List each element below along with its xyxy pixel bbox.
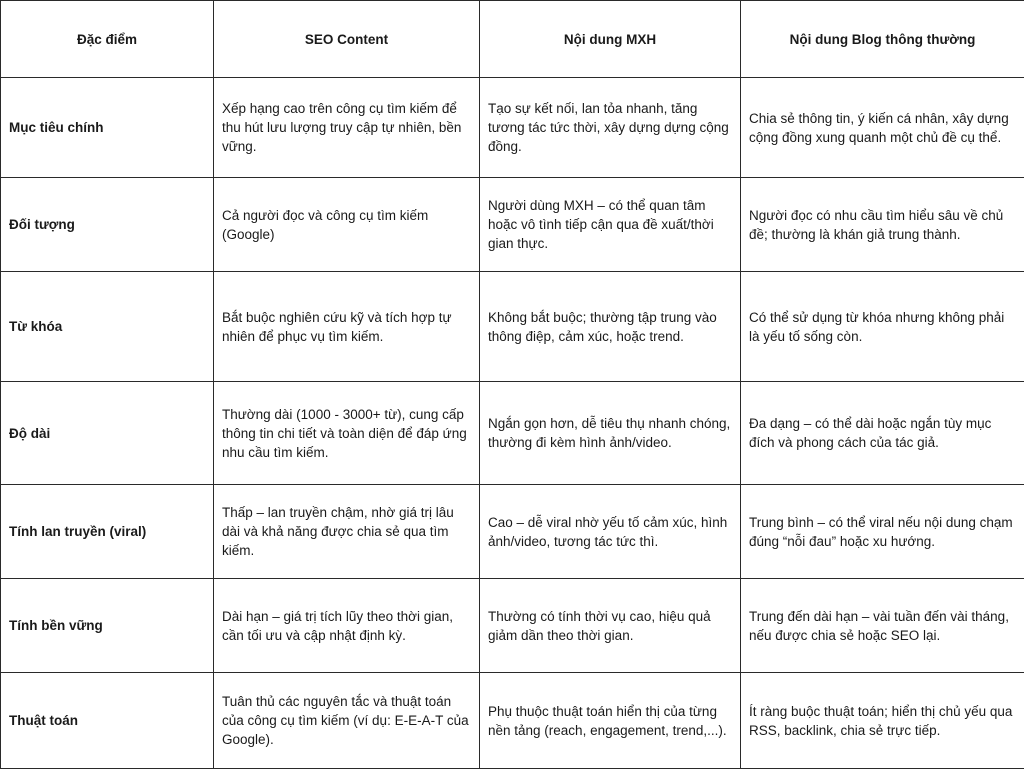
social-cell: Cao – dễ viral nhờ yếu tố cảm xúc, hình ảnh/video, tương tác tức thì. [480, 485, 741, 579]
blog-cell: Chia sẻ thông tin, ý kiến cá nhân, xây dựng cộng đồng xung quanh một chủ đề cụ thể. [741, 78, 1024, 178]
social-cell: Thường có tính thời vụ cao, hiệu quả giảm dần theo thời gian. [480, 579, 741, 673]
table-row [1, 579, 1024, 673]
row-label: Tính lan truyền (viral) [1, 485, 214, 579]
seo-cell: Tuân thủ các nguyên tắc và thuật toán của công cụ tìm kiếm (ví dụ: E-E-A-T của Google). [214, 673, 480, 769]
social-cell: Phụ thuộc thuật toán hiển thị của từng nền tảng (reach, engagement, trend,...). [480, 673, 741, 769]
row-label: Độ dài [1, 382, 214, 485]
blog-cell: Trung đến dài hạn – vài tuần đến vài tháng, nếu được chia sẻ hoặc SEO lại. [741, 579, 1024, 673]
row-label: Từ khóa [1, 272, 214, 382]
social-cell: Tạo sự kết nối, lan tỏa nhanh, tăng tương tác tức thời, xây dựng dựng cộng đồng. [480, 78, 741, 178]
header-blog-content: Nội dung Blog thông thường [741, 1, 1024, 78]
header-characteristic: Đặc điểm [1, 1, 214, 78]
blog-cell: Có thể sử dụng từ khóa nhưng không phải là yếu tố sống còn. [741, 272, 1024, 382]
seo-cell: Thường dài (1000 - 3000+ từ), cung cấp thông tin chi tiết và toàn diện để đáp ứng nhu cầu tìm kiếm. [214, 382, 480, 485]
row-label: Mục tiêu chính [1, 78, 214, 178]
blog-cell: Trung bình – có thể viral nếu nội dung chạm đúng “nỗi đau” hoặc xu hướng. [741, 485, 1024, 579]
table-row [1, 78, 1024, 178]
table-row [1, 673, 1024, 769]
table-row [1, 382, 1024, 485]
table-row [1, 272, 1024, 382]
row-label: Đối tượng [1, 178, 214, 272]
blog-cell: Đa dạng – có thể dài hoặc ngắn tùy mục đích và phong cách của tác giả. [741, 382, 1024, 485]
table-row [1, 178, 1024, 272]
header-seo-content: SEO Content [214, 1, 480, 78]
header-social-content: Nội dung MXH [480, 1, 741, 78]
blog-cell: Ít ràng buộc thuật toán; hiển thị chủ yếu qua RSS, backlink, chia sẻ trực tiếp. [741, 673, 1024, 769]
social-cell: Ngắn gọn hơn, dễ tiêu thụ nhanh chóng, thường đi kèm hình ảnh/video. [480, 382, 741, 485]
row-label: Thuật toán [1, 673, 214, 769]
table-row [1, 485, 1024, 579]
blog-cell: Người đọc có nhu cầu tìm hiểu sâu về chủ đề; thường là khán giả trung thành. [741, 178, 1024, 272]
header-row [1, 1, 1024, 78]
seo-cell: Cả người đọc và công cụ tìm kiếm (Google) [214, 178, 480, 272]
seo-cell: Xếp hạng cao trên công cụ tìm kiếm để thu hút lưu lượng truy cập tự nhiên, bền vững. [214, 78, 480, 178]
social-cell: Người dùng MXH – có thể quan tâm hoặc vô tình tiếp cận qua đề xuất/thời gian thực. [480, 178, 741, 272]
seo-cell: Bắt buộc nghiên cứu kỹ và tích hợp tự nhiên để phục vụ tìm kiếm. [214, 272, 480, 382]
row-label: Tính bền vững [1, 579, 214, 673]
seo-cell: Dài hạn – giá trị tích lũy theo thời gian, cần tối ưu và cập nhật định kỳ. [214, 579, 480, 673]
social-cell: Không bắt buộc; thường tập trung vào thông điệp, cảm xúc, hoặc trend. [480, 272, 741, 382]
seo-cell: Thấp – lan truyền chậm, nhờ giá trị lâu dài và khả năng được chia sẻ qua tìm kiếm. [214, 485, 480, 579]
